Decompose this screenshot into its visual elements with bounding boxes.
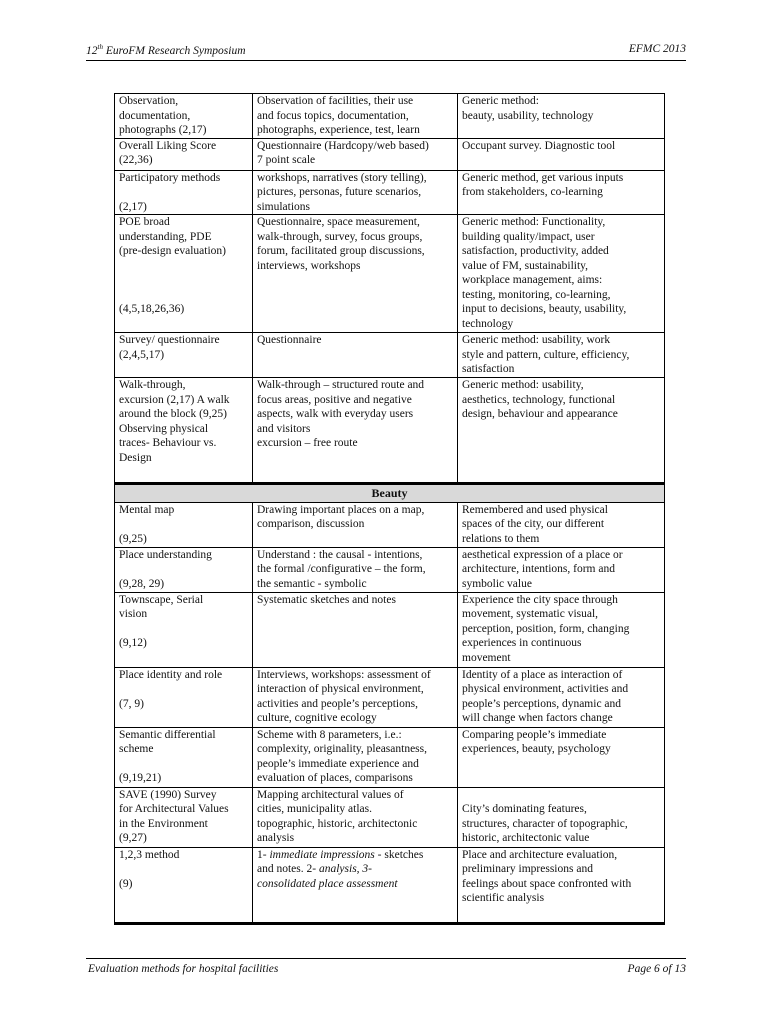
aims-cell: Experience the city space through movement, systematic visual, perception, position, form, changing experiences in continuous movement: [458, 592, 665, 667]
table-row: [115, 547, 665, 592]
method-cell: Participatory methods (2,17): [115, 170, 253, 215]
method-cell: Place identity and role (7, 9): [115, 667, 253, 727]
tools-cell: Understand : the causal - intentions, the formal /configurative – the form, the semantic - symbolic: [253, 547, 458, 592]
table-row: [115, 170, 665, 215]
method-cell: Overall Liking Score (22,36): [115, 138, 253, 170]
tools-cell: Drawing important places on a map, comparison, discussion: [253, 502, 458, 547]
table-row: [115, 378, 665, 484]
method-cell: Observation, documentation, photographs (2,17): [115, 94, 253, 139]
tools-cell: Mapping architectural values of cities, municipality atlas. topographic, historic, architectonic analysis: [253, 787, 458, 847]
method-cell: Place understanding (9,28, 29): [115, 547, 253, 592]
section-title: Beauty: [115, 484, 665, 503]
aims-cell: Remembered and used physical spaces of the city, our different relations to them: [458, 502, 665, 547]
tools-cell: Questionnaire (Hardcopy/web based) 7 point scale: [253, 138, 458, 170]
running-header-left: 12th EuroFM Research Symposium: [86, 43, 246, 57]
page-number: Page 6 of 13: [627, 963, 686, 975]
methods-table: [114, 93, 665, 925]
aims-cell: Occupant survey. Diagnostic tool: [458, 138, 665, 170]
tools-cell: 1- immediate impressions - sketches and notes. 2- analysis, 3- consolidated place assessment: [253, 847, 458, 923]
method-cell: Survey/ questionnaire (2,4,5,17): [115, 333, 253, 378]
method-cell: 1,2,3 method (9): [115, 847, 253, 923]
table-row: [115, 787, 665, 847]
table-row: [115, 727, 665, 787]
aims-cell: Comparing people’s immediate experiences, beauty, psychology: [458, 727, 665, 787]
tools-cell: Interviews, workshops: assessment of interaction of physical environment, activities and people’s perceptions, culture, cognitive ecology: [253, 667, 458, 727]
table-row: [115, 138, 665, 170]
section-row: [115, 484, 665, 503]
method-cell: POE broad understanding, PDE (pre-design evaluation) (4,5,18,26,36): [115, 215, 253, 333]
tools-cell: Systematic sketches and notes: [253, 592, 458, 667]
table-row: [115, 215, 665, 333]
running-header-right: EFMC 2013: [628, 43, 686, 55]
tools-cell: Scheme with 8 parameters, i.e.: complexity, originality, pleasantness, people’s immediate experience and evaluation of places, comparisons: [253, 727, 458, 787]
method-cell: SAVE (1990) Survey for Architectural Values in the Environment (9,27): [115, 787, 253, 847]
running-footer-left: Evaluation methods for hospital facilities: [88, 963, 279, 975]
header-rule: [86, 60, 686, 61]
table-row: [115, 94, 665, 139]
method-cell: Semantic differential scheme (9,19,21): [115, 727, 253, 787]
method-cell: Townscape, Serial vision (9,12): [115, 592, 253, 667]
table-row: [115, 502, 665, 547]
table-row: [115, 592, 665, 667]
footer-rule: [86, 958, 686, 959]
aims-cell: Generic method: Functionality, building quality/impact, user satisfaction, productivity, added value of FM, sustainability, workplace management, aims: testing, monitoring, co-learning, input to decisions, beauty, usability, technology: [458, 215, 665, 333]
tools-cell: Walk-through – structured route and focus areas, positive and negative aspects, walk with everyday users and visitors excursion – free route: [253, 378, 458, 484]
table-row: [115, 667, 665, 727]
tools-cell: Questionnaire, space measurement, walk-through, survey, focus groups, forum, facilitated group discussions, interviews, workshops: [253, 215, 458, 333]
aims-cell: Generic method: usability, work style and pattern, culture, efficiency, satisfaction: [458, 333, 665, 378]
tools-cell: workshops, narratives (story telling), pictures, personas, future scenarios, simulations: [253, 170, 458, 215]
method-cell: Mental map (9,25): [115, 502, 253, 547]
aims-cell: Generic method, get various inputs from stakeholders, co-learning: [458, 170, 665, 215]
tools-cell: Observation of facilities, their use and focus topics, documentation, photographs, experience, test, learn: [253, 94, 458, 139]
table-row: [115, 847, 665, 923]
method-cell: Walk-through, excursion (2,17) A walk around the block (9,25) Observing physical traces- Behaviour vs. Design: [115, 378, 253, 484]
aims-cell: Generic method: usability, aesthetics, technology, functional design, behaviour and appearance: [458, 378, 665, 484]
tools-cell: Questionnaire: [253, 333, 458, 378]
aims-cell: Generic method: beauty, usability, technology: [458, 94, 665, 139]
table-row: [115, 333, 665, 378]
aims-cell: Place and architecture evaluation, preliminary impressions and feelings about space confronted with scientific analysis: [458, 847, 665, 923]
aims-cell: City’s dominating features, structures, character of topographic, historic, architectonic value: [458, 787, 665, 847]
aims-cell: aesthetical expression of a place or architecture, intentions, form and symbolic value: [458, 547, 665, 592]
aims-cell: Identity of a place as interaction of physical environment, activities and people’s perceptions, dynamic and will change when factors change: [458, 667, 665, 727]
